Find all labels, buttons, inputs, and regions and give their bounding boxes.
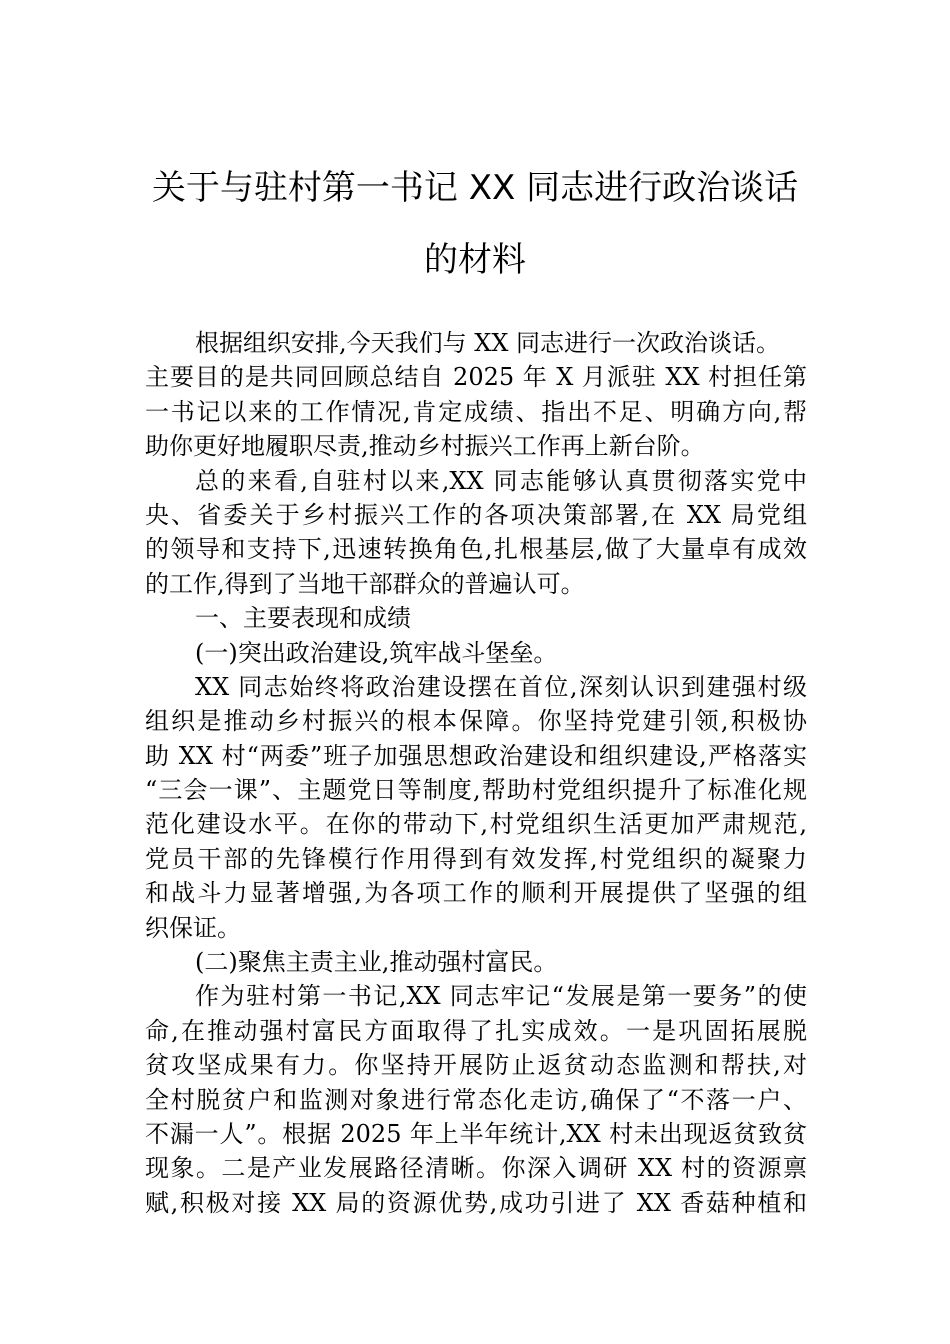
body-line: 的领导和支持下,迅速转换角色,扎根基层,做了大量卓有成效 <box>145 535 807 564</box>
body-line: 和战斗力显著增强,为各项工作的顺利开展提供了坚强的组 <box>145 879 807 908</box>
body-line: XX 同志始终将政治建设摆在首位,深刻认识到建强村级 <box>195 672 807 701</box>
body-line: 党员干部的先锋模行作用得到有效发挥,村党组织的凝聚力 <box>145 844 807 873</box>
body-line: 央、省委关于乡村振兴工作的各项决策部署,在 XX 局党组 <box>145 500 807 529</box>
body-line: 的工作,得到了当地干部群众的普遍认可。 <box>145 569 585 598</box>
body-line: 全村脱贫户和监测对象进行常态化走访,确保了“不落一户、 <box>145 1085 807 1114</box>
section-heading: 一、主要表现和成绩 <box>195 604 411 633</box>
body-line: 不漏一人”。根据 2025 年上半年统计,XX 村未出现返贫致贫 <box>145 1119 807 1148</box>
body-line: 主要目的是共同回顾总结自 2025 年 X 月派驻 XX 村担任第 <box>145 363 807 392</box>
body-line: 贫攻坚成果有力。你坚持开展防止返贫动态监测和帮扶,对 <box>145 1051 807 1080</box>
document-title-line-1: 关于与驻村第一书记 XX 同志进行政治谈话 <box>151 168 799 208</box>
body-line: 赋,积极对接 XX 局的资源优势,成功引进了 XX 香菇种植和 <box>145 1188 807 1217</box>
body-line: 组织是推动乡村振兴的根本保障。你坚持党建引领,积极协 <box>145 707 807 736</box>
body-line: 一书记以来的工作情况,肯定成绩、指出不足、明确方向,帮 <box>145 397 807 426</box>
body-line: “三会一课”、主题党日等制度,帮助村党组织提升了标准化规 <box>145 776 807 805</box>
body-line: 根据组织安排,今天我们与 XX 同志进行一次政治谈话。 <box>195 329 781 357</box>
body-line: 命,在推动强村富民方面取得了扎实成效。一是巩固拓展脱 <box>145 1016 807 1045</box>
document-title-line-2: 的材料 <box>424 240 526 280</box>
body-line: 范化建设水平。在你的带动下,村党组织生活更加严肃规范, <box>145 810 807 839</box>
subsection-heading: (一)突出政治建设,筑牢战斗堡垒。 <box>195 638 558 667</box>
body-line: 现象。二是产业发展路径清晰。你深入调研 XX 村的资源禀 <box>145 1154 807 1183</box>
body-line: 作为驻村第一书记,XX 同志牢记“发展是第一要务”的使 <box>195 982 807 1011</box>
body-line: 助你更好地履职尽责,推动乡村振兴工作再上新台阶。 <box>145 432 705 461</box>
document-body <box>145 326 807 1220</box>
subsection-heading: (二)聚焦主责主业,推动强村富民。 <box>195 948 558 977</box>
body-line: 织保证。 <box>145 913 241 942</box>
body-line: 总的来看,自驻村以来,XX 同志能够认真贯彻落实党中 <box>195 466 807 495</box>
body-line: 助 XX 村“两委”班子加强思想政治建设和组织建设,严格落实 <box>145 741 807 770</box>
